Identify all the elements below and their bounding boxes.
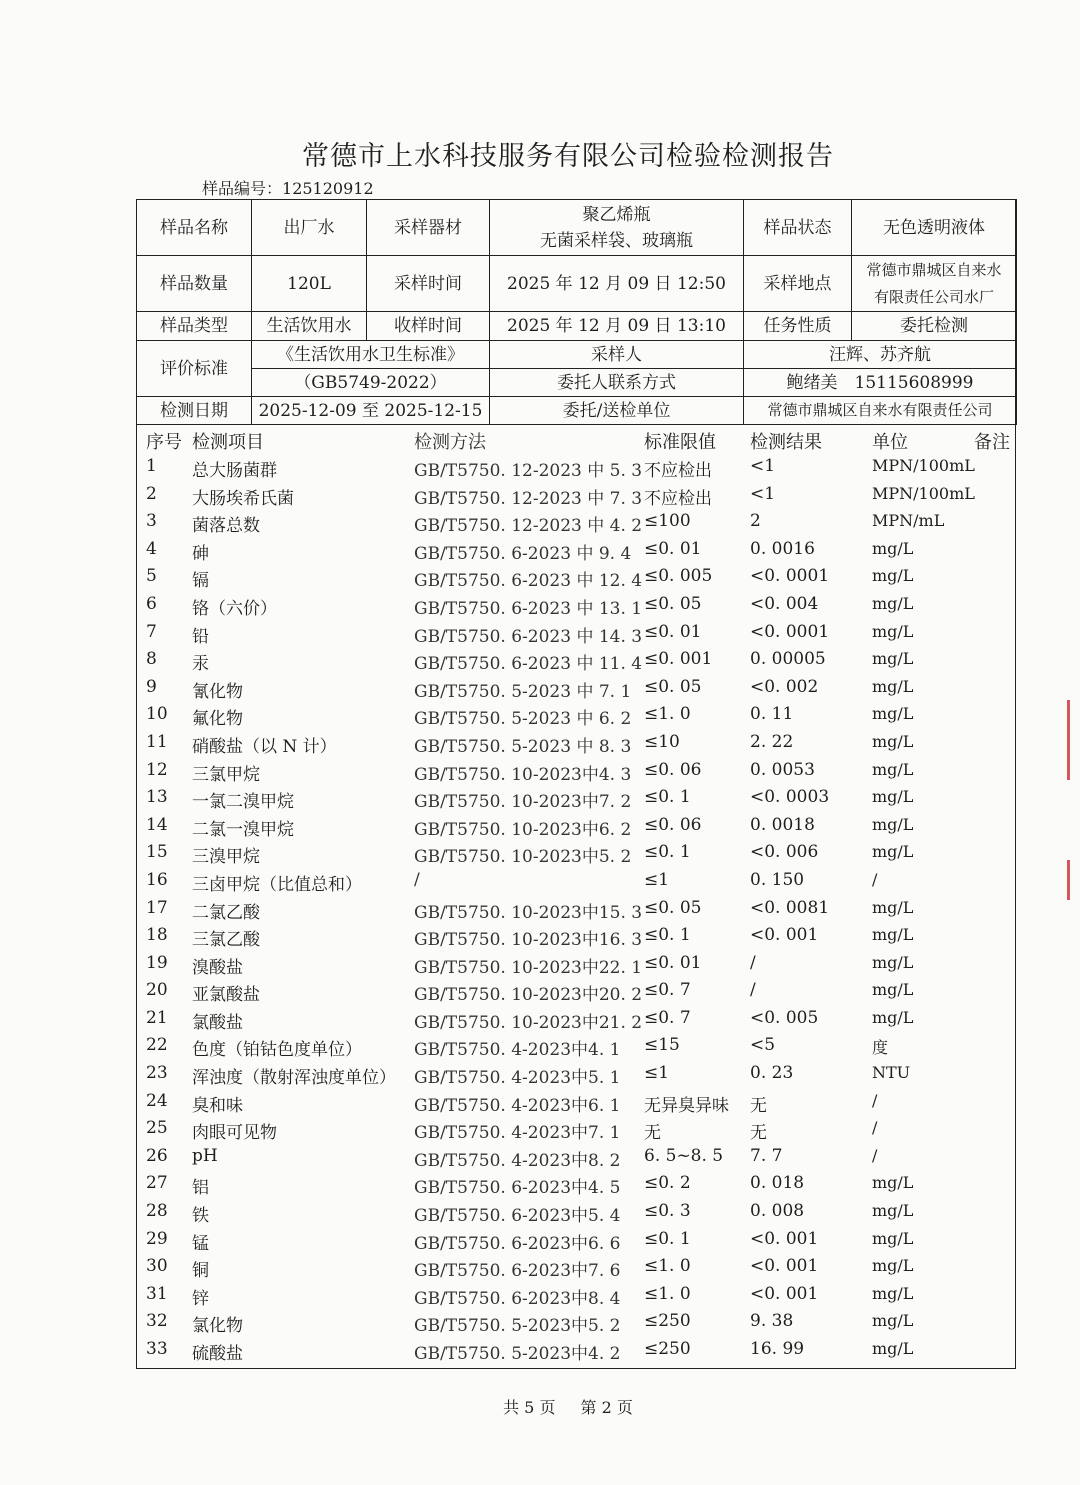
row-result: <1 (750, 483, 776, 504)
page-footer (0, 1395, 1080, 1418)
row-unit: mg/L (872, 925, 914, 945)
table-row (136, 1118, 1016, 1146)
row-method: GB/T5750. 4-2023中8. 2 (414, 1150, 621, 1171)
row-result: 0. 018 (750, 1173, 805, 1194)
table-row (136, 760, 1016, 788)
row-result: / (750, 980, 756, 1001)
row-no: 27 (146, 1173, 168, 1194)
row-limit: 无异臭异味 (644, 1095, 729, 1116)
row-no: 6 (146, 593, 157, 614)
row-no: 29 (146, 1228, 168, 1249)
row-method: GB/T5750. 6-2023中5. 4 (414, 1206, 621, 1227)
table-row (136, 732, 1016, 760)
row-item: 锌 (192, 1288, 209, 1309)
row-no: 30 (146, 1256, 168, 1277)
row-unit: mg/L (872, 897, 914, 917)
row-no: 28 (146, 1201, 168, 1222)
row-item: 氰化物 (192, 681, 243, 702)
row-no: 33 (146, 1339, 168, 1359)
table-row (136, 649, 1016, 677)
col-item: 检测项目 (192, 432, 264, 453)
type-value: 生活饮用水 (252, 312, 367, 341)
row-no: 32 (146, 1311, 168, 1332)
sample-number-value: 125120912 (282, 179, 374, 198)
table-row (136, 815, 1016, 843)
row-unit: mg/L (872, 1256, 914, 1276)
row-method: GB/T5750. 10-2023中20. 2 (414, 985, 643, 1006)
receive-time-label: 收样时间 (367, 312, 490, 341)
row-result: <0. 001 (750, 1283, 819, 1304)
type-label: 样品类型 (137, 312, 252, 341)
row-item: 溴酸盐 (192, 957, 243, 978)
row-method: GB/T5750. 10-2023中15. 3 (414, 902, 643, 923)
row-unit: mg/L (872, 1007, 914, 1027)
row-limit: ≤0. 06 (644, 814, 702, 835)
sample-number (202, 176, 374, 199)
row-result: 0. 0018 (750, 814, 815, 835)
table-row (136, 1339, 1016, 1367)
table-row (136, 622, 1016, 650)
row-method: GB/T5750. 6-2023 中 13. 1 (414, 598, 643, 619)
quantity-value: 120L (252, 256, 367, 312)
total-pages: 共 5 页 (503, 1398, 556, 1417)
row-result: 无 (750, 1095, 767, 1116)
row-no: 1 (146, 456, 157, 476)
row-result: 16. 99 (750, 1339, 805, 1359)
row-limit: ≤0. 2 (644, 1173, 691, 1194)
row-method: GB/T5750. 12-2023 中 5. 3 (414, 461, 643, 481)
table-row (136, 1201, 1016, 1229)
row-no: 15 (146, 842, 168, 863)
row-unit: 度 (872, 1038, 889, 1058)
row-item: 三氯甲烷 (192, 764, 260, 785)
results-table (136, 456, 1016, 1367)
row-limit: ≤0. 01 (644, 952, 702, 973)
row-unit: mg/L (872, 649, 914, 669)
row-limit: ≤0. 3 (644, 1201, 691, 1222)
table-row (136, 539, 1016, 567)
col-limit: 标准限值 (644, 432, 716, 453)
row-no: 20 (146, 980, 168, 1001)
row-no: 25 (146, 1118, 168, 1139)
row-method: GB/T5750. 4-2023中4. 1 (414, 1040, 621, 1061)
row-method: GB/T5750. 12-2023 中 4. 2 (414, 516, 643, 537)
row-method: GB/T5750. 5-2023中5. 2 (414, 1316, 621, 1337)
sample-number-label: 样品编号： (202, 179, 283, 198)
row-unit: mg/L (872, 814, 914, 834)
location-line1: 常德市鼎城区自来水 (866, 260, 1002, 279)
row-unit: MPN/100mL (872, 483, 975, 503)
row-item: 臭和味 (192, 1095, 243, 1116)
client-contact-label: 委托人联系方式 (490, 369, 744, 397)
table-row (136, 484, 1016, 512)
row-unit: mg/L (872, 621, 914, 641)
row-item: 色度（铂钴色度单位） (192, 1040, 362, 1061)
row-result: 0. 0053 (750, 759, 815, 780)
container-line2: 无菌采样袋、玻璃瓶 (540, 230, 693, 251)
row-result: <0. 001 (750, 925, 819, 946)
client-unit-value: 常德市鼎城区自来水有限责任公司 (744, 397, 1017, 425)
row-no: 4 (146, 538, 157, 559)
row-item: 大肠埃希氏菌 (192, 488, 294, 509)
row-limit: ≤1 (644, 1063, 670, 1084)
row-item: 肉眼可见物 (192, 1123, 277, 1144)
row-method: GB/T5750. 10-2023中7. 2 (414, 792, 632, 813)
table-row (136, 925, 1016, 953)
quantity-label: 样品数量 (137, 256, 252, 312)
row-unit: MPN/mL (872, 511, 945, 531)
row-unit: mg/L (872, 1173, 914, 1193)
receive-time-value: 2025 年 12 月 09 日 13:10 (490, 312, 744, 341)
table-row (136, 898, 1016, 926)
location-line2: 有限责任公司水厂 (873, 287, 994, 306)
row-item: 铁 (192, 1206, 209, 1227)
state-value: 无色透明液体 (852, 200, 1017, 256)
row-no: 26 (146, 1145, 168, 1166)
row-unit: mg/L (872, 704, 914, 724)
col-no: 序号 (146, 432, 182, 453)
row-unit: NTU (872, 1063, 911, 1083)
row-item: pH (192, 1145, 218, 1166)
col-remark: 备注 (974, 432, 1010, 453)
row-unit: mg/L (872, 787, 914, 807)
row-method: GB/T5750. 5-2023 中 7. 1 (414, 681, 632, 702)
row-unit: mg/L (872, 1228, 914, 1248)
table-row (136, 980, 1016, 1008)
sample-name-value: 出厂水 (252, 200, 367, 256)
row-method: GB/T5750. 6-2023 中 11. 4 (414, 654, 643, 675)
row-unit: mg/L (872, 593, 914, 613)
row-result: <0. 002 (750, 676, 819, 697)
row-method: GB/T5750. 4-2023中6. 1 (414, 1095, 621, 1116)
row-result: 9. 38 (750, 1311, 794, 1332)
row-result: <0. 005 (750, 1007, 819, 1028)
row-result: 0. 0016 (750, 538, 815, 559)
row-limit: ≤0. 05 (644, 897, 702, 918)
row-item: 氟化物 (192, 709, 243, 730)
table-row (136, 953, 1016, 981)
table-row (136, 511, 1016, 539)
standard-line1: 《生活饮用水卫生标准》 (252, 341, 490, 369)
standard-label: 评价标准 (137, 341, 252, 397)
row-item: 二氯乙酸 (192, 902, 260, 923)
row-method: GB/T5750. 10-2023中21. 2 (414, 1012, 643, 1033)
row-item: 亚氯酸盐 (192, 985, 260, 1006)
sampler-label: 采样人 (490, 341, 744, 369)
test-date-value: 2025-12-09 至 2025-12-15 (252, 397, 490, 425)
row-unit: mg/L (872, 1201, 914, 1221)
row-result: 0. 150 (750, 869, 805, 890)
current-page: 第 2 页 (580, 1398, 633, 1417)
sample-name-label: 样品名称 (137, 200, 252, 256)
row-no: 14 (146, 814, 168, 835)
row-result: <0. 0001 (750, 621, 830, 642)
table-row (136, 870, 1016, 898)
row-limit: ≤0. 1 (644, 842, 691, 863)
row-method: / (414, 869, 420, 890)
row-method: GB/T5750. 6-2023 中 9. 4 (414, 543, 632, 564)
table-row (136, 787, 1016, 815)
table-row (136, 566, 1016, 594)
row-method: GB/T5750. 10-2023中16. 3 (414, 930, 643, 951)
row-method: GB/T5750. 5-2023 中 6. 2 (414, 709, 632, 730)
row-limit: ≤0. 05 (644, 676, 702, 697)
state-label: 样品状态 (744, 200, 852, 256)
row-result: 2. 22 (750, 731, 794, 752)
row-item: 锰 (192, 1233, 209, 1254)
row-limit: ≤0. 7 (644, 1007, 691, 1028)
row-no: 18 (146, 925, 168, 946)
row-result: 0. 23 (750, 1063, 794, 1084)
row-limit: ≤0. 01 (644, 538, 702, 559)
row-no: 9 (146, 676, 157, 697)
row-result: 7. 7 (750, 1145, 783, 1166)
row-result: 2 (750, 511, 761, 532)
row-method: GB/T5750. 5-2023 中 8. 3 (414, 736, 632, 757)
table-row (136, 1035, 1016, 1063)
row-result: <0. 004 (750, 593, 819, 614)
row-no: 22 (146, 1035, 168, 1056)
row-no: 24 (146, 1090, 168, 1111)
row-limit: 不应检出 (644, 488, 712, 509)
row-result: 无 (750, 1123, 767, 1144)
table-row (136, 1146, 1016, 1174)
row-limit: ≤100 (644, 511, 691, 532)
row-limit: ≤1. 0 (644, 1256, 691, 1277)
row-item: 二氯一溴甲烷 (192, 819, 294, 840)
row-no: 17 (146, 897, 168, 918)
row-unit: / (872, 869, 878, 889)
row-no: 5 (146, 566, 157, 587)
row-limit: ≤0. 7 (644, 980, 691, 1001)
sample-info-table (136, 199, 1017, 425)
row-unit: mg/L (872, 1283, 914, 1303)
row-no: 8 (146, 649, 157, 670)
table-row (136, 1091, 1016, 1119)
row-limit: 不应检出 (644, 461, 712, 481)
table-row (136, 1284, 1016, 1312)
row-no: 23 (146, 1063, 168, 1084)
task-label: 任务性质 (744, 312, 852, 341)
row-result: <0. 0001 (750, 566, 830, 587)
location-value (852, 256, 1017, 312)
row-limit: ≤0. 005 (644, 566, 713, 587)
client-contact-value: 鲍绪美 15115608999 (744, 369, 1017, 397)
row-method: GB/T5750. 6-2023中7. 6 (414, 1261, 621, 1282)
row-no: 21 (146, 1007, 168, 1028)
results-column-headers (136, 428, 1016, 456)
table-row (136, 1229, 1016, 1257)
row-item: 汞 (192, 654, 209, 675)
row-no: 12 (146, 759, 168, 780)
row-limit: ≤0. 1 (644, 1228, 691, 1249)
row-limit: ≤1. 0 (644, 1283, 691, 1304)
row-result: <1 (750, 456, 776, 476)
row-unit: mg/L (872, 566, 914, 586)
row-limit: ≤0. 05 (644, 593, 702, 614)
row-result: 0. 008 (750, 1201, 805, 1222)
row-unit: MPN/100mL (872, 456, 975, 475)
row-method: GB/T5750. 10-2023中5. 2 (414, 847, 632, 868)
row-item: 镉 (192, 571, 209, 592)
row-unit: mg/L (872, 952, 914, 972)
table-row (136, 704, 1016, 732)
row-item: 硫酸盐 (192, 1344, 243, 1364)
row-no: 19 (146, 952, 168, 973)
row-no: 11 (146, 731, 168, 752)
row-limit: ≤0. 06 (644, 759, 702, 780)
row-item: 砷 (192, 543, 209, 564)
table-row (136, 1008, 1016, 1036)
standard-line2: （GB5749-2022） (252, 369, 490, 397)
task-value: 委托检测 (852, 312, 1017, 341)
row-result: <5 (750, 1035, 776, 1056)
row-limit: ≤0. 1 (644, 925, 691, 946)
row-no: 10 (146, 704, 168, 725)
col-unit: 单位 (872, 432, 908, 453)
table-row (136, 456, 1016, 484)
row-limit: ≤1. 0 (644, 704, 691, 725)
row-item: 氯酸盐 (192, 1012, 243, 1033)
row-unit: / (872, 1118, 878, 1138)
row-result: 0. 11 (750, 704, 794, 725)
row-method: GB/T5750. 5-2023中4. 2 (414, 1344, 621, 1364)
row-item: 铜 (192, 1261, 209, 1282)
stamp-edge-mark (1067, 700, 1080, 780)
col-method: 检测方法 (414, 432, 486, 453)
row-item: 铝 (192, 1178, 209, 1199)
table-row (136, 1311, 1016, 1339)
row-unit: mg/L (872, 676, 914, 696)
row-item: 氯化物 (192, 1316, 243, 1337)
row-method: GB/T5750. 6-2023中6. 6 (414, 1233, 621, 1254)
row-unit: / (872, 1090, 878, 1110)
row-unit: mg/L (872, 759, 914, 779)
row-limit: ≤0. 01 (644, 621, 702, 642)
row-method: GB/T5750. 4-2023中7. 1 (414, 1123, 621, 1144)
row-limit: 6. 5~8. 5 (644, 1145, 724, 1166)
sampling-time-label: 采样时间 (367, 256, 490, 312)
container-value (490, 200, 744, 256)
row-limit: 无 (644, 1123, 661, 1144)
row-method: GB/T5750. 6-2023中4. 5 (414, 1178, 621, 1199)
row-item: 三溴甲烷 (192, 847, 260, 868)
row-limit: ≤0. 001 (644, 649, 713, 670)
row-item: 菌落总数 (192, 516, 260, 537)
row-limit: ≤250 (644, 1339, 691, 1359)
row-result: <0. 006 (750, 842, 819, 863)
row-no: 3 (146, 511, 157, 532)
row-method: GB/T5750. 6-2023 中 12. 4 (414, 571, 643, 592)
client-unit-label: 委托/送检单位 (490, 397, 744, 425)
row-unit: mg/L (872, 980, 914, 1000)
row-item: 三氯乙酸 (192, 930, 260, 951)
row-method: GB/T5750. 6-2023 中 14. 3 (414, 626, 643, 647)
table-row (136, 594, 1016, 622)
table-row (136, 1063, 1016, 1091)
table-row (136, 842, 1016, 870)
report-title: 常德市上水科技服务有限公司检验检测报告 (302, 141, 834, 172)
row-unit: mg/L (872, 731, 914, 751)
row-unit: / (872, 1145, 878, 1165)
sampling-time-value: 2025 年 12 月 09 日 12:50 (490, 256, 744, 312)
location-label: 采样地点 (744, 256, 852, 312)
row-method: GB/T5750. 10-2023中4. 3 (414, 764, 632, 785)
row-no: 2 (146, 483, 157, 504)
test-date-label: 检测日期 (137, 397, 252, 425)
table-row (136, 677, 1016, 705)
container-line1: 聚乙烯瓶 (582, 204, 651, 225)
row-result: / (750, 952, 756, 973)
row-limit: ≤0. 1 (644, 787, 691, 808)
row-item: 三卤甲烷（比值总和） (192, 874, 362, 895)
row-item: 浑浊度（散射浑浊度单位） (192, 1068, 396, 1089)
row-method: GB/T5750. 10-2023中22. 1 (414, 957, 643, 978)
row-no: 31 (146, 1283, 168, 1304)
row-item: 总大肠菌群 (192, 461, 277, 481)
row-no: 7 (146, 621, 157, 642)
row-unit: mg/L (872, 538, 914, 558)
row-limit: ≤10 (644, 731, 680, 752)
row-unit: mg/L (872, 1311, 914, 1331)
row-item: 铅 (192, 626, 209, 647)
row-no: 13 (146, 787, 168, 808)
row-no: 16 (146, 869, 168, 890)
row-result: <0. 001 (750, 1256, 819, 1277)
row-limit: ≤15 (644, 1035, 680, 1056)
row-result: 0. 00005 (750, 649, 826, 670)
row-item: 一氯二溴甲烷 (192, 792, 294, 813)
row-unit: mg/L (872, 1339, 914, 1358)
row-item: 硝酸盐（以 N 计） (192, 736, 337, 757)
row-result: <0. 0003 (750, 787, 830, 808)
stamp-edge-mark (1067, 860, 1080, 900)
row-method: GB/T5750. 12-2023 中 7. 3 (414, 488, 643, 509)
row-limit: ≤1 (644, 869, 670, 890)
row-result: <0. 001 (750, 1228, 819, 1249)
col-result: 检测结果 (750, 432, 822, 453)
row-method: GB/T5750. 10-2023中6. 2 (414, 819, 632, 840)
row-unit: mg/L (872, 842, 914, 862)
row-result: <0. 0081 (750, 897, 830, 918)
sampler-value: 汪辉、苏齐航 (744, 341, 1017, 369)
row-method: GB/T5750. 6-2023中8. 4 (414, 1288, 621, 1309)
container-label: 采样器材 (367, 200, 490, 256)
table-row (136, 1256, 1016, 1284)
row-item: 铬（六价） (192, 598, 277, 619)
table-row (136, 1173, 1016, 1201)
row-method: GB/T5750. 4-2023中5. 1 (414, 1068, 621, 1089)
row-limit: ≤250 (644, 1311, 691, 1332)
